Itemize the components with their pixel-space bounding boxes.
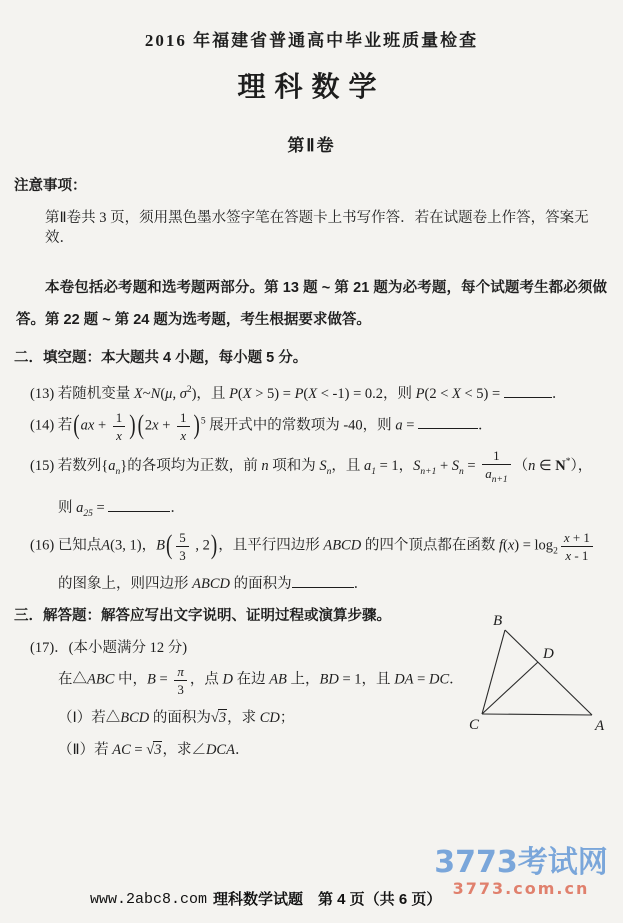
text-run: ABCD <box>323 536 362 553</box>
text-run: A <box>101 536 111 553</box>
notice-body <box>45 208 607 248</box>
vertex-label-c: C <box>469 717 480 733</box>
text-run: 展开式中的常数项为 -40，则 <box>205 417 396 434</box>
text-run: a <box>363 458 372 475</box>
text-run: 的面积为 <box>149 709 211 726</box>
text-run: + 1 <box>569 529 590 545</box>
text-run: X <box>133 386 143 402</box>
text-run: μ <box>165 386 173 402</box>
text-run: = <box>155 670 172 687</box>
text-run: ( <box>303 386 309 402</box>
text-run: 项和为 <box>268 458 320 475</box>
vertex-label-b: B <box>493 613 503 629</box>
text-run: ，求∠ <box>162 741 206 758</box>
text-run: 在△ <box>58 670 87 687</box>
text-run: (3, 1)， <box>110 536 157 553</box>
text-run: B <box>147 670 156 687</box>
intro-paragraph <box>16 272 607 336</box>
fraction <box>177 410 190 442</box>
text-run: = 1， <box>375 458 414 475</box>
text-run: n <box>326 467 332 478</box>
text-run: (13) 若随机变量 <box>30 386 134 402</box>
text-run: BCD <box>120 709 150 726</box>
text-run: = <box>92 499 109 516</box>
text-run: DA <box>394 670 414 687</box>
text-run: * <box>565 457 571 468</box>
text-run: + <box>158 417 175 434</box>
text-run: (2 < <box>424 386 453 402</box>
text-run: = 1，且 <box>338 670 395 687</box>
watermark-logo-text: 3773考试网 <box>434 845 608 880</box>
text-run: 上， <box>286 670 320 687</box>
big-paren: ( <box>137 410 144 441</box>
text-run: 的四个顶点都在函数 <box>361 536 499 553</box>
text-run: （Ⅱ）若 <box>58 741 113 758</box>
vertex-label-a: A <box>595 718 605 734</box>
subject-title: 理科数学 <box>237 72 386 103</box>
text-run: 1 <box>371 467 376 478</box>
text-run: - 1 <box>571 547 589 563</box>
text-run: 1 <box>493 448 500 463</box>
text-run: 2 <box>553 545 558 556</box>
text-run: ( <box>160 386 166 402</box>
text-run: DC <box>428 670 450 687</box>
text-run: ) = log <box>514 536 554 553</box>
text-run: S <box>451 458 460 475</box>
text-run: = <box>402 417 418 434</box>
text-run: 则 <box>58 499 77 516</box>
text-run: AC <box>112 741 131 758</box>
text-run: AB <box>269 670 287 687</box>
text-run: x <box>180 428 187 443</box>
text-run: ． <box>478 417 493 434</box>
text-run: S <box>413 458 421 475</box>
text-run: N <box>555 458 566 475</box>
fraction <box>176 530 189 562</box>
text-run: P <box>294 386 304 402</box>
text-run: ~ <box>142 386 151 402</box>
text-run: 25 <box>83 508 93 519</box>
exam-title: 2016 年福建省普通高中毕业班质量检查 <box>144 31 479 50</box>
text-run: n <box>528 458 536 475</box>
text-run: (14) 若 <box>30 417 73 434</box>
text-run: σ <box>179 386 187 402</box>
footer-page-label: 理科数学试题 第 4 页（共 6 页） <box>213 891 442 908</box>
text-run: = <box>130 741 147 758</box>
question-15-line-2 <box>58 498 607 524</box>
text-run: n <box>261 458 269 475</box>
text-run: ，求 <box>227 709 260 726</box>
text-run: B <box>156 536 165 553</box>
text-run: < -1) = 0.2，则 <box>317 386 416 402</box>
question-16-line-1 <box>30 530 607 562</box>
text-run: （ <box>513 458 529 475</box>
text-run: 3 <box>177 681 184 697</box>
sqrt: √3 <box>146 741 162 758</box>
vertex-label-d: D <box>543 646 554 662</box>
text-run: ，且平行四边形 <box>218 536 324 553</box>
text-run: }的各项均为正数，前 <box>120 458 262 475</box>
text-run: x <box>507 536 515 553</box>
text-run: > 5) = <box>251 386 295 402</box>
text-run: ABC <box>87 670 115 687</box>
watermark-logo-domain: 3773.com.cn <box>452 879 590 898</box>
text-run: （Ⅰ）若△ <box>58 709 121 726</box>
text-run: S <box>319 458 327 475</box>
text-run: N <box>150 386 161 402</box>
text-run: DCA <box>205 741 235 758</box>
text-run: ( <box>502 536 508 553</box>
text-run: 1 <box>115 410 123 425</box>
text-run: a <box>108 458 116 475</box>
text-run: (17)．(本小题满分 12 分) <box>30 639 188 656</box>
triangle-figure <box>452 606 620 746</box>
text-run: ． <box>353 575 369 592</box>
text-run: 在边 <box>232 670 270 687</box>
text-run: x <box>565 547 572 563</box>
text-run: (16) 已知点 <box>30 536 102 553</box>
text-run: 2 <box>186 385 192 395</box>
text-run: x <box>116 428 122 443</box>
text-run: ，且 <box>331 458 364 475</box>
text-run: + <box>94 417 110 434</box>
text-run: + <box>436 458 452 475</box>
big-paren: ( <box>73 410 80 441</box>
big-paren: ( <box>165 529 173 561</box>
question-16-line-2 <box>58 574 607 594</box>
text-run: 1 <box>180 410 187 425</box>
text-run: , 2 <box>191 536 210 553</box>
text-run: 二．填空题：本大题共 4 小题，每小题 5 分。 <box>14 350 308 366</box>
text-run: n <box>115 467 121 478</box>
text-run: ax <box>80 417 95 434</box>
text-run: ABCD <box>192 575 230 592</box>
text-run: n+1 <box>420 467 437 478</box>
question-14 <box>30 410 607 442</box>
text-run: ，点 <box>189 670 223 687</box>
text-run: ． <box>449 670 464 687</box>
text-run: = <box>413 670 429 687</box>
question-15-line-1 <box>30 448 607 486</box>
text-run: ； <box>279 709 295 726</box>
text-run: 5 <box>179 529 186 545</box>
text-run: P <box>229 386 238 402</box>
text-run: x <box>152 417 159 434</box>
text-run: ∈ <box>535 458 556 475</box>
text-run: f <box>498 536 503 553</box>
text-run: D <box>222 670 233 687</box>
text-run: 2 <box>144 417 153 434</box>
text-run: 中， <box>114 670 148 687</box>
text-run: X <box>452 386 461 402</box>
big-paren: ) <box>129 410 136 441</box>
question-13 <box>30 380 607 404</box>
text-run: ． <box>170 499 185 516</box>
answer-blank <box>108 498 170 511</box>
text-run: π <box>177 663 184 679</box>
text-run: CD <box>259 709 280 726</box>
text-run: a <box>395 417 403 434</box>
sqrt: √3 <box>210 709 227 726</box>
text-run: , <box>172 386 180 402</box>
text-run: 的图象上，则四边形 <box>58 575 193 592</box>
answer-blank <box>504 385 552 398</box>
fraction <box>561 530 593 562</box>
text-run: 本卷包括必考题和选考题两部分。第 13 题 ~ 第 21 题为必考题，每个试题考生都必须做答。第 22 题 ~ 第 24 题为选考题，考生根据要求做答。 <box>16 280 607 328</box>
watermark-logo <box>425 846 617 898</box>
text-run: X <box>308 386 318 402</box>
text-run: ( <box>237 386 243 402</box>
text-run: 三．解答题：解答应写出文字说明、证明过程或演算步骤。 <box>14 607 391 624</box>
footer-site-url: www.2abc8.com <box>90 891 208 908</box>
text-run: 注意事项： <box>14 178 87 194</box>
section-2-heading <box>14 348 607 368</box>
big-paren: ) <box>193 410 200 441</box>
text-run: 5 <box>200 416 206 427</box>
fraction <box>482 448 510 486</box>
answer-blank <box>292 574 354 587</box>
fraction <box>113 410 126 442</box>
text-run: ）， <box>570 458 593 475</box>
text-run: x <box>563 529 570 545</box>
text-run: 3 <box>179 547 186 563</box>
text-run: BD <box>319 670 339 687</box>
text-run: (15) 若数列{ <box>30 458 109 475</box>
text-run: a <box>485 466 492 481</box>
fraction <box>174 664 187 696</box>
answer-blank <box>418 416 478 429</box>
text-run: P <box>415 386 425 402</box>
big-paren: ) <box>210 529 218 561</box>
notice-heading <box>14 176 607 196</box>
text-run: = <box>463 458 480 475</box>
text-run: ． <box>551 386 567 402</box>
part-title: 第Ⅱ卷 <box>287 136 336 155</box>
triangle-edges <box>482 630 592 715</box>
text-run: 第Ⅱ卷共 3 页，须用黑色墨水签字笔在答题卡上书写作答．若在试题卷上作答，答案无效． <box>45 210 589 246</box>
text-run: X <box>242 386 252 402</box>
text-run: n <box>459 467 464 478</box>
text-run: ． <box>234 741 250 758</box>
text-run: )，且 <box>191 386 230 402</box>
text-run: 的面积为 <box>229 575 292 592</box>
text-run: n+1 <box>491 475 508 485</box>
text-run: a <box>76 499 84 516</box>
text-run: < 5) = <box>460 386 504 402</box>
